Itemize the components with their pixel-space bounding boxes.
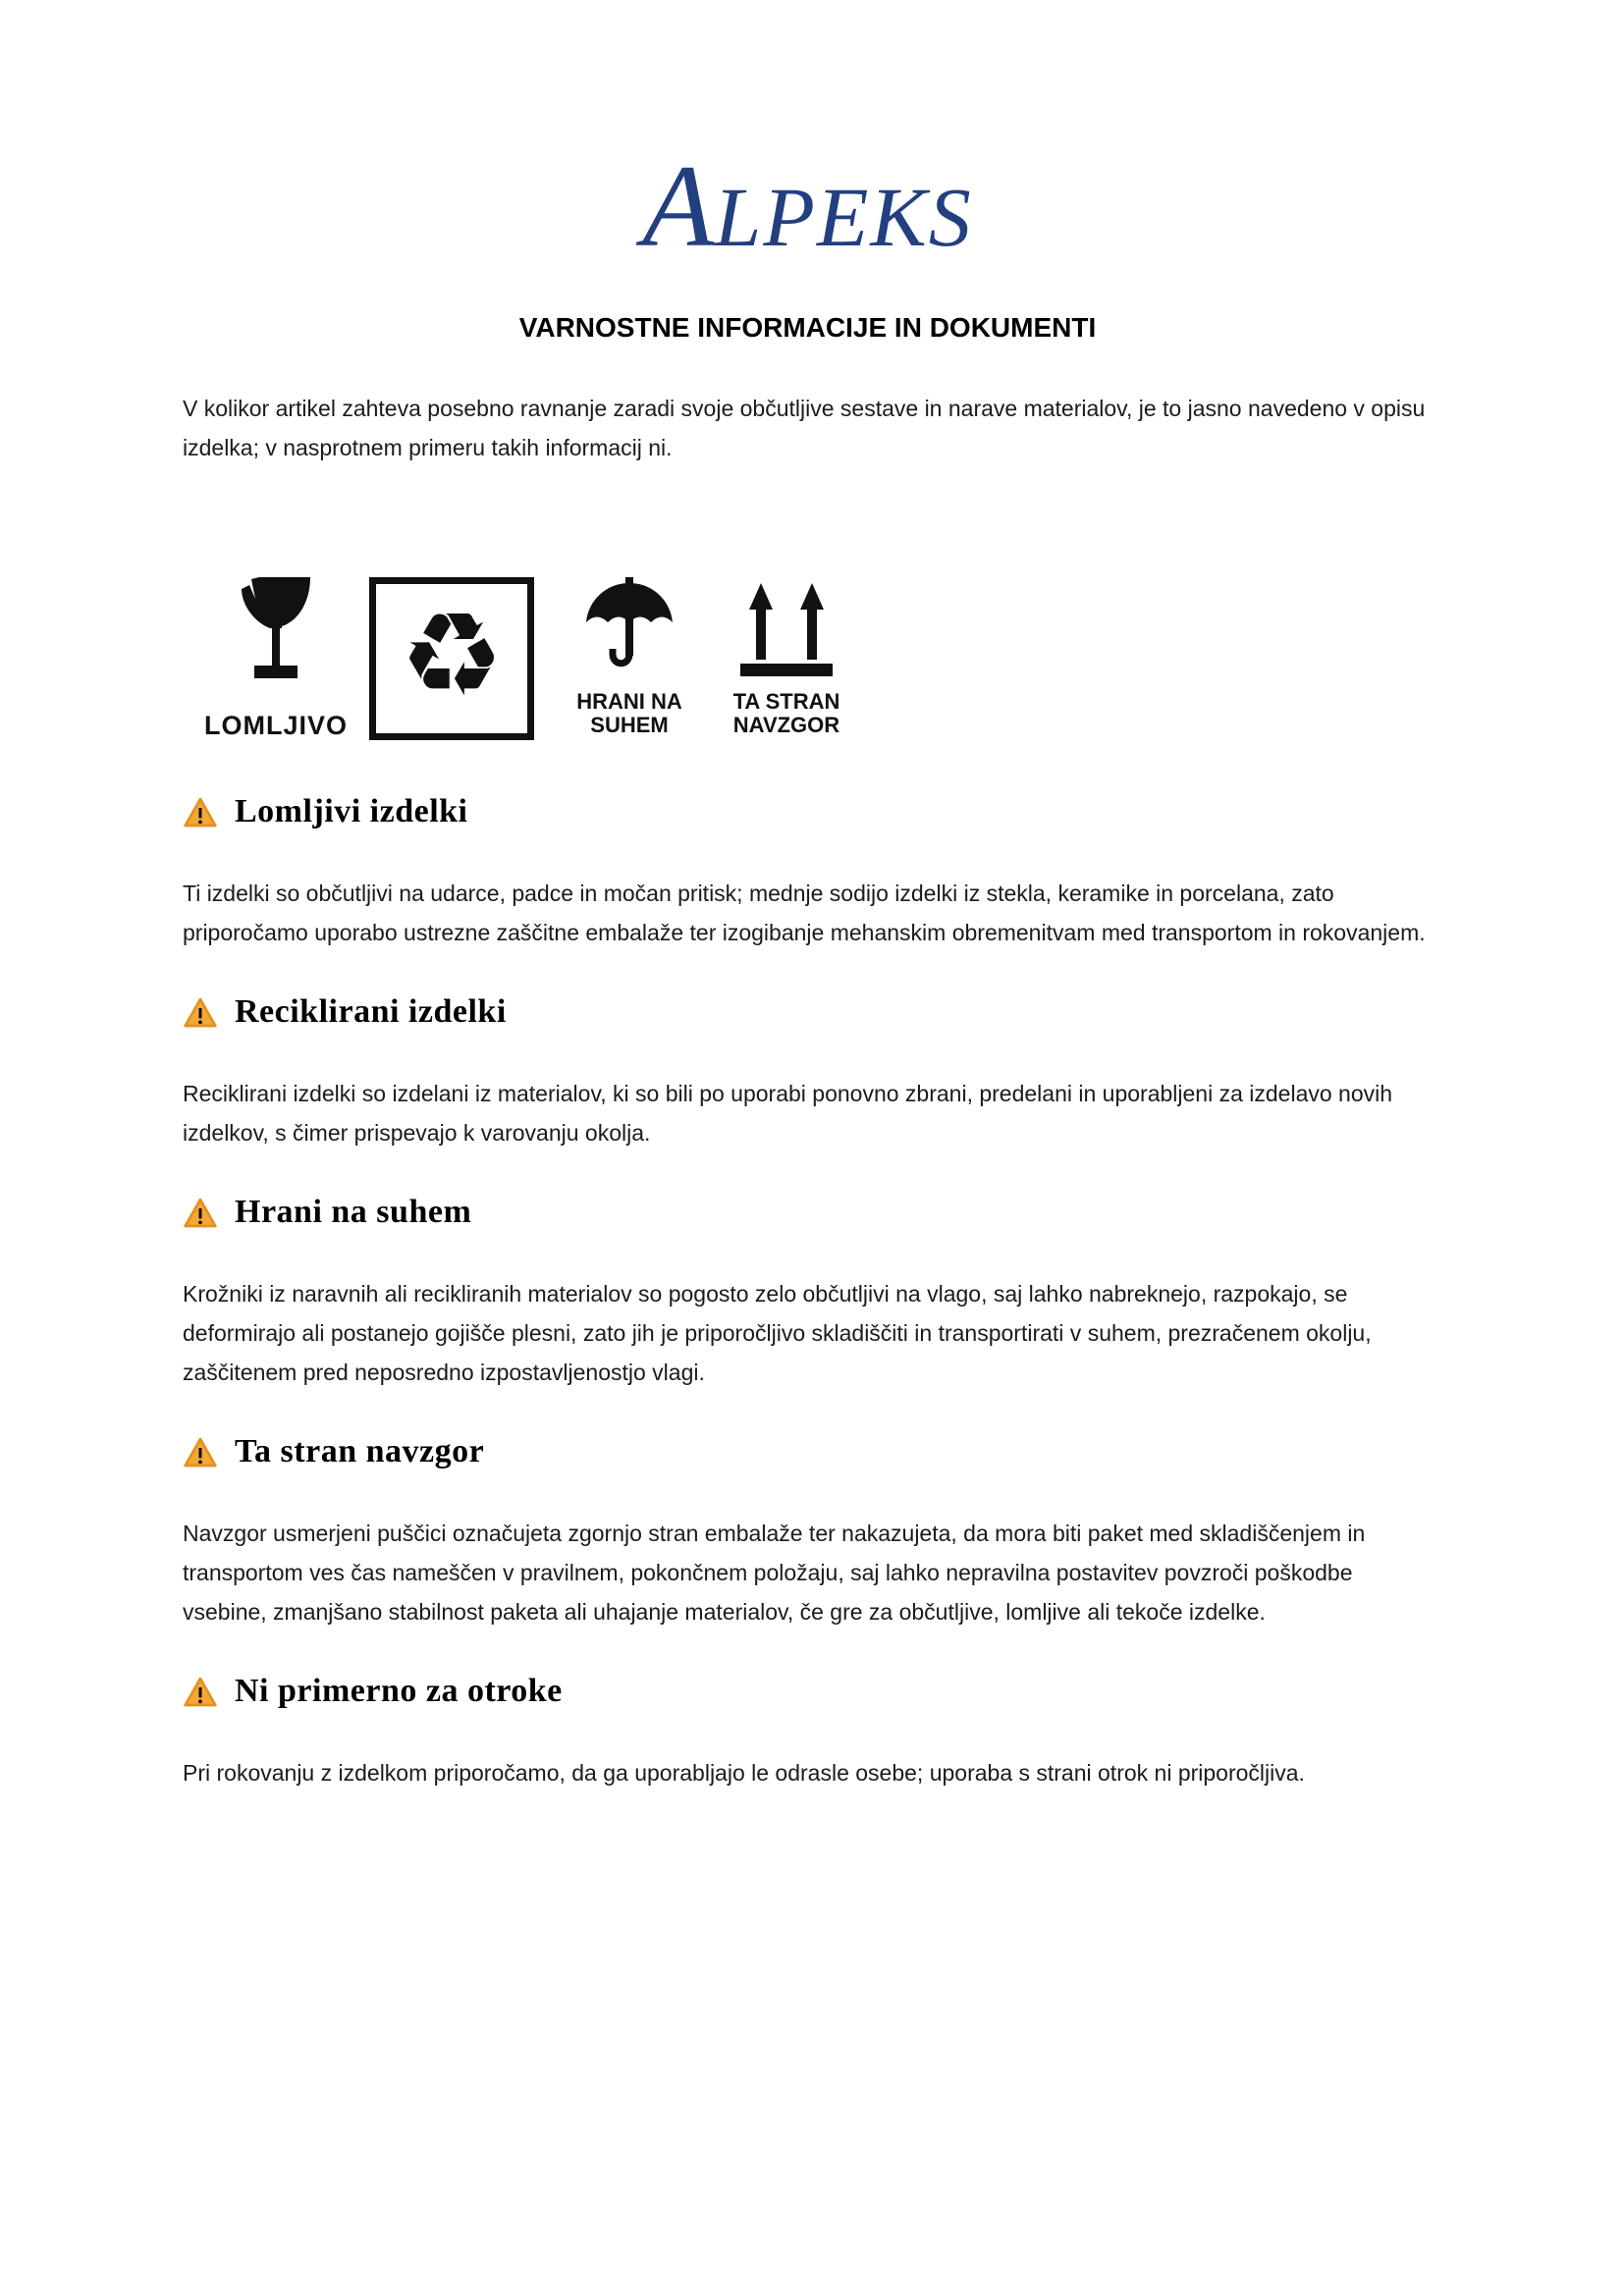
- section-body: Ti izdelki so občutljivi na udarce, padce in močan pritisk; mednje sodijo izdelki iz stekla, keramike in porcelana, zato priporočamo uporabo ustrezne zaščitne embalaže ter izogibanje mehanskim obremenitvam med transportom in rokovanjem.: [183, 881, 1426, 945]
- section-ta-stran-navzgor: [183, 1433, 1433, 1631]
- fragile-glass-icon: [238, 577, 314, 683]
- section-title: Reciklirani izdelki: [235, 993, 507, 1030]
- recycle-icon: ♻: [400, 587, 504, 722]
- caption-line-1: HRANI NA: [576, 689, 682, 714]
- logo-rest-letters: LPEKS: [714, 170, 973, 264]
- intro-paragraph: V kolikor artikel zahteva posebno ravnanje zaradi svoje občutljive sestave in narave materialov, je to jasno navedeno v opisu izdelka; v nasprotnem primeru takih informacij ni.: [183, 396, 1426, 460]
- symbol-keep-dry: [556, 577, 703, 737]
- section-body: Reciklirani izdelki so izdelani iz materialov, ki so bili po uporabi ponovno zbrani, predelani in uporabljeni za izdelavo novih izdelkov, s čimer prispevajo k varovanju okolja.: [183, 1081, 1393, 1146]
- section-title: Lomljivi izdelki: [235, 793, 468, 829]
- caption-line-2: NAVZGOR: [732, 713, 840, 737]
- section-title: Ta stran navzgor: [235, 1433, 485, 1469]
- symbol-this-way-up: [713, 577, 860, 737]
- section-lomljivi-izdelki: [183, 793, 1433, 952]
- symbol-caption: [576, 690, 682, 737]
- section-body: Pri rokovanju z izdelkom priporočamo, da ga uporabljajo le odrasle osebe; uporaba s strani otrok ni priporočljiva.: [183, 1760, 1305, 1786]
- section-heading: [183, 1194, 1433, 1231]
- section-heading: [183, 1433, 1433, 1470]
- caption-line-1: TA STRAN: [732, 689, 840, 714]
- recycle-border-box: [369, 577, 534, 740]
- page-title: VARNOSTNE INFORMACIJE IN DOKUMENTI: [518, 312, 1097, 343]
- caption-line-2: SUHEM: [590, 713, 669, 737]
- warning-triangle-icon: [183, 996, 218, 1029]
- section-title: Ni primerno za otroke: [235, 1673, 563, 1709]
- section-heading: [183, 1673, 1433, 1710]
- symbol-caption: LOMLJIVO: [203, 711, 348, 740]
- symbol-caption: [733, 690, 840, 737]
- alpeks-logo: [642, 140, 973, 300]
- warning-triangle-icon: [183, 1676, 218, 1708]
- section-hrani-na-suhem: [183, 1194, 1433, 1392]
- section-reciklirani-izdelki: [183, 993, 1433, 1152]
- warning-triangle-icon: [183, 796, 218, 828]
- section-ni-primerno-za-otroke: [183, 1673, 1433, 1792]
- handling-symbols-row: [196, 577, 1433, 752]
- section-heading: [183, 993, 1433, 1031]
- symbol-fragile: [196, 577, 355, 741]
- section-body: Krožniki iz naravnih ali recikliranih materialov so pogosto zelo občutljivi na vlago, saj lahko nabreknejo, razpokajo, se deformirajo ali postanejo gojišče plesni, zato jih je priporočljivo skladiščiti in transportirati v suhem, prezračenem okolju, zaščitenem pred neposredno izpostavljenostjo vlagi.: [183, 1281, 1372, 1385]
- section-body: Navzgor usmerjeni puščici označujeta zgornjo stran embalaže ter nakazujeta, da mora biti paket med skladiščenjem in transportom ves čas nameščen v pravilnem, pokončnem položaju, saj lahko nepravilna postavitev povzroči poškodbe vsebine, zmanjšano stabilnost paketa ali uhajanje materialov, če gre za občutljive, lomljive ali tekoče izdelke.: [183, 1521, 1366, 1625]
- section-heading: [183, 793, 1433, 830]
- up-arrows-icon: [739, 577, 834, 677]
- symbol-recyclable: [369, 577, 534, 740]
- section-title: Hrani na suhem: [235, 1194, 472, 1230]
- logo-first-letter: A: [642, 140, 715, 271]
- warning-triangle-icon: [183, 1197, 218, 1229]
- umbrella-icon: [584, 577, 675, 672]
- warning-triangle-icon: [183, 1436, 218, 1468]
- logo-row: [183, 140, 1433, 273]
